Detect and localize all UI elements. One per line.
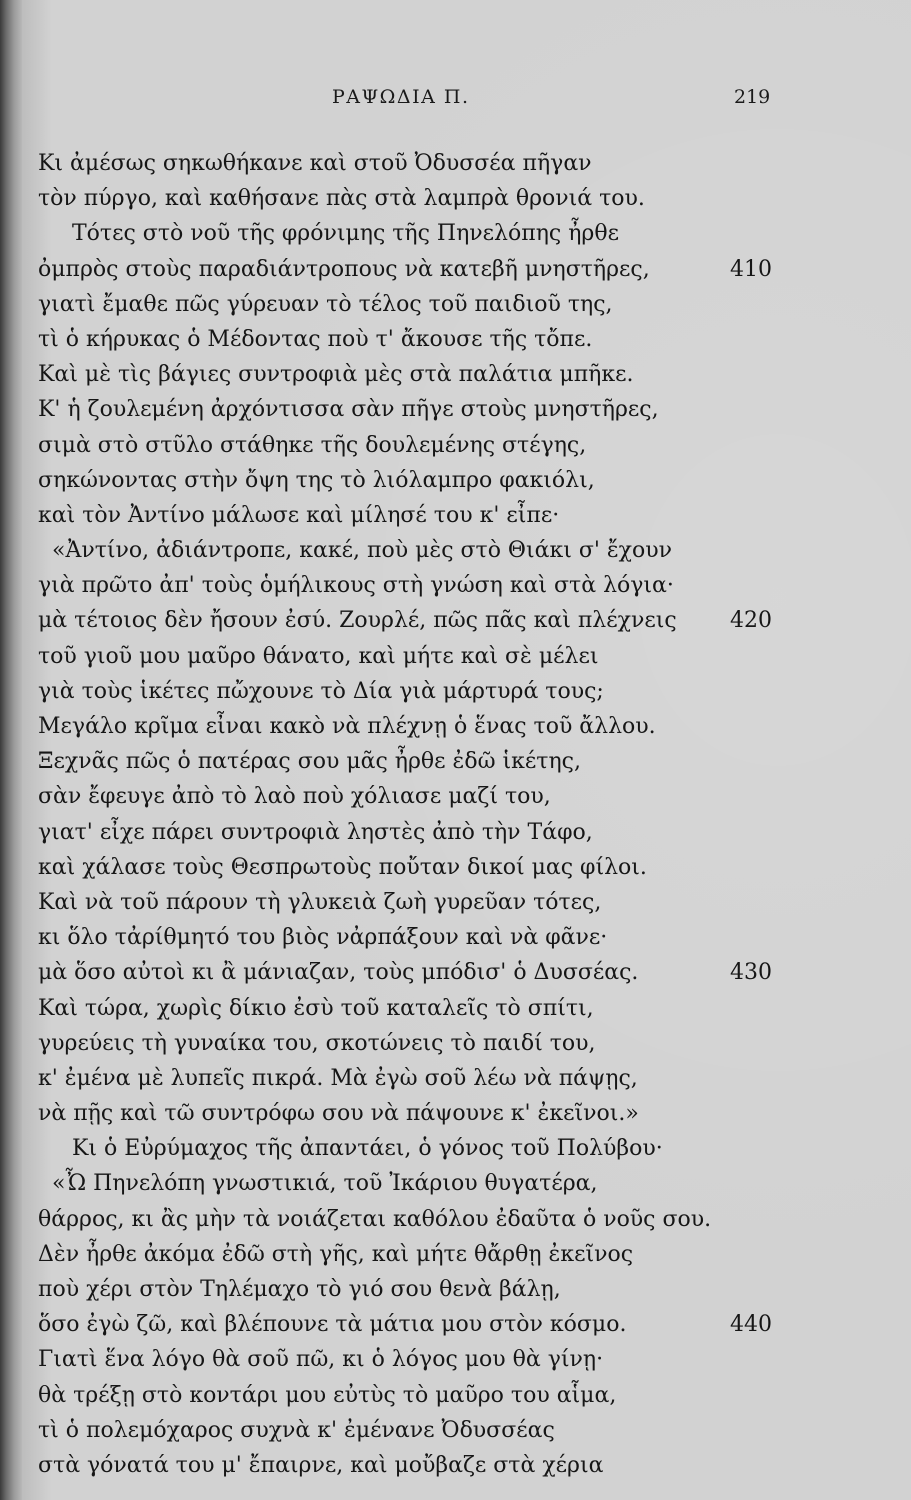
verse-line: [22, 1342, 911, 1377]
verse-text: σηκώνοντας στὴν ὄψη της τὸ λιόλαμπρο φακιόλι,: [38, 467, 595, 493]
verse-text: Μεγάλο κρῖμα εἶναι κακὸ νὰ πλέχνῃ ὁ ἕνας τοῦ ἄλλου.: [38, 714, 656, 739]
verse-line: [22, 1096, 911, 1131]
book-gutter: [0, 0, 22, 1500]
verse-line: [22, 639, 911, 674]
verse-line: [22, 428, 911, 463]
verse-text: καὶ χάλασε τοὺς Θεσπρωτοὺς ποὔταν δικοί μας φίλοι.: [38, 854, 647, 880]
running-head: ΡΑΨΩΔΙΑ Π.: [332, 86, 470, 108]
line-number: 440: [730, 1312, 772, 1338]
verse-line: [22, 322, 911, 357]
verse-line: [22, 815, 911, 850]
verse-text: καὶ τὸν Ἀντίνο μάλωσε καὶ μίλησέ του κ' εἶπε·: [38, 502, 560, 528]
verse-text: γιατὶ ἔμαθε πῶς γύρευαν τὸ τέλος τοῦ παιδιοῦ της,: [38, 291, 613, 317]
verse-line: [22, 1378, 911, 1413]
verse-line: [22, 216, 911, 251]
verse-text: Κι ἀμέσως σηκωθήκανε καὶ στοῦ Ὀδυσσέα πῆγαν: [38, 151, 592, 176]
verse-line: [22, 955, 911, 990]
poem-text: [22, 146, 911, 1483]
verse-line: [22, 533, 911, 568]
verse-line: [22, 920, 911, 955]
verse-text: θάρρος, κι ἂς μὴν τὰ νοιάζεται καθόλου ἐδαῦτα ὁ νοῦς σου.: [38, 1206, 712, 1232]
line-number: 430: [730, 960, 772, 986]
verse-line: [22, 1307, 911, 1342]
verse-text: μὰ τέτοιος δὲν ἤσουν ἐσύ. Ζουρλέ, πῶς πᾶς καὶ πλέχνεις: [38, 608, 677, 634]
verse-line: [22, 568, 911, 603]
verse-text: θὰ τρέξῃ στὸ κοντάρι μου εὐτὺς τὸ μαῦρο του αἷμα,: [38, 1382, 617, 1408]
verse-text: γιὰ πρῶτο ἀπ' τοὺς ὁμήλικους στὴ γνώση καὶ στὰ λόγια·: [38, 573, 674, 599]
verse-line: [22, 603, 911, 638]
book-page: [22, 0, 911, 1500]
verse-text: «Ὦ Πηνελόπη γνωστικιά, τοῦ Ἰκάριου θυγατέρα,: [52, 1171, 598, 1197]
verse-text: γιὰ τοὺς ἱκέτες πὤχουνε τὸ Δία γιὰ μάρτυρά τους;: [38, 678, 604, 704]
page-header: [22, 86, 911, 116]
verse-line: [22, 991, 911, 1026]
verse-text: τὶ ὁ πολεμόχαρος συχνὰ κ' ἐμένανε Ὀδυσσέας: [38, 1417, 555, 1443]
verse-line: [22, 357, 911, 392]
verse-text: τοῦ γιοῦ μου μαῦρο θάνατο, καὶ μήτε καὶ σὲ μέλει: [38, 643, 599, 669]
verse-line: [22, 1061, 911, 1096]
verse-text: σιμὰ στὸ στῦλο στάθηκε τῆς δουλεμένης στέγης,: [38, 432, 587, 458]
verse-text: μὰ ὅσο αὐτοὶ κι ἂ μάνιαζαν, τοὺς μπόδισ' ὁ Δυσσέας.: [38, 960, 639, 986]
verse-text: σὰν ἔφευγε ἀπὸ τὸ λαὸ ποὺ χόλιασε μαζί του,: [38, 784, 551, 810]
verse-text: «Ἀντίνο, ἀδιάντροπε, κακέ, ποὺ μὲς στὸ Θιάκι σ' ἔχουν: [52, 538, 673, 564]
line-number: 420: [730, 608, 772, 634]
verse-text: τὶ ὁ κήρυκας ὁ Μέδοντας ποὺ τ' ἄκουσε τῆς τὄπε.: [38, 326, 593, 352]
line-number: 410: [730, 256, 772, 282]
verse-text: Κι ὁ Εὐρύμαχος τῆς ἀπαντάει, ὁ γόνος τοῦ Πολύβου·: [72, 1136, 663, 1162]
verse-line: [22, 1413, 911, 1448]
verse-line: [22, 1448, 911, 1483]
verse-line: [22, 498, 911, 533]
verse-text: Καὶ νὰ τοῦ πάρουν τὴ γλυκειὰ ζωὴ γυρεῦαν τότες,: [38, 889, 602, 915]
verse-line: [22, 885, 911, 920]
verse-text: ὅσο ἐγὼ ζῶ, καὶ βλέπουνε τὰ μάτια μου στὸν κόσμο.: [38, 1312, 627, 1338]
verse-line: [22, 463, 911, 498]
verse-text: κι ὅλο τἀρίθμητό του βιὸς νἀρπάξουν καὶ νὰ φᾶνε·: [38, 925, 608, 951]
verse-line: [22, 1202, 911, 1237]
verse-text: γιατ' εἶχε πάρει συντροφιὰ ληστὲς ἀπὸ τὴν Τάφο,: [38, 819, 593, 845]
verse-text: γυρεύεις τὴ γυναίκα του, σκοτώνεις τὸ παιδί του,: [38, 1030, 596, 1056]
verse-text: Ξεχνᾶς πῶς ὁ πατέρας σου μᾶς ἦρθε ἐδῶ ἱκέτης,: [38, 749, 581, 775]
verse-text: στὰ γόνατά του μ' ἔπαιρνε, καὶ μοὔβαζε στὰ χέρια: [38, 1452, 604, 1478]
verse-line: [22, 850, 911, 885]
verse-line: [22, 146, 911, 181]
verse-line: [22, 252, 911, 287]
verse-line: [22, 181, 911, 216]
verse-line: [22, 1026, 911, 1061]
page-number: 219: [734, 86, 771, 108]
verse-text: νὰ πῇς καὶ τῶ συντρόφω σου νὰ πάψουνε κ' ἐκεῖνοι.»: [38, 1101, 639, 1127]
verse-line: [22, 1237, 911, 1272]
verse-text: Δὲν ἦρθε ἀκόμα ἐδῶ στὴ γῆς, καὶ μήτε θἄρθῃ ἐκεῖνος: [38, 1241, 634, 1267]
verse-line: [22, 779, 911, 814]
verse-text: Καὶ τώρα, χωρὶς δίκιο ἐσὺ τοῦ καταλεῖς τὸ σπίτι,: [38, 995, 594, 1021]
verse-text: Τότες στὸ νοῦ τῆς φρόνιμης τῆς Πηνελόπης ἦρθε: [72, 221, 619, 247]
verse-line: [22, 392, 911, 427]
verse-text: ποὺ χέρι στὸν Τηλέμαχο τὸ γιό σου θενὰ βάλῃ,: [38, 1277, 561, 1302]
verse-line: [22, 1166, 911, 1201]
verse-text: τὸν πύργο, καὶ καθήσανε πὰς στὰ λαμπρὰ θρονιά του.: [38, 186, 645, 212]
verse-line: [22, 709, 911, 744]
verse-text: Κ' ἡ ζουλεμένη ἀρχόντισσα σὰν πῆγε στοὺς μνηστῆρες,: [38, 397, 659, 423]
verse-line: [22, 1272, 911, 1307]
verse-line: [22, 1131, 911, 1166]
verse-text: Γιατὶ ἕνα λόγο θὰ σοῦ πῶ, κι ὁ λόγος μου θὰ γίνῃ·: [38, 1347, 604, 1373]
verse-text: κ' ἐμένα μὲ λυπεῖς πικρά. Μὰ ἐγὼ σοῦ λέω νὰ πάψῃς,: [38, 1065, 638, 1091]
verse-line: [22, 674, 911, 709]
verse-text: ὀμπρὸς στοὺς παραδιάντροπους νὰ κατεβῆ μνηστῆρες,: [38, 256, 650, 282]
verse-text: Καὶ μὲ τὶς βάγιες συντροφιὰ μὲς στὰ παλάτια μπῆκε.: [38, 362, 634, 388]
verse-line: [22, 744, 911, 779]
verse-line: [22, 287, 911, 322]
